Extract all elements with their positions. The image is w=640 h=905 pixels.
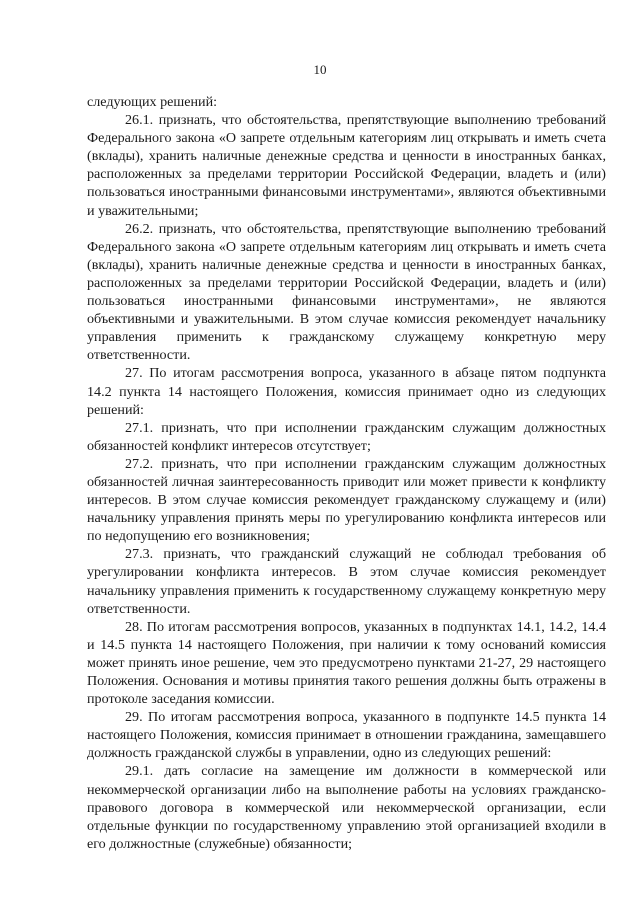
paragraph-29: 29. По итогам рассмотрения вопроса, указанного в подпункте 14.5 пункта 14 настоящего Положения, комиссия принимает в отношении гражданина, замещавшего должность гражданской службы в управлении, одно из следующих решений: [87,709,606,762]
paragraph-27-3: 27.3. признать, что гражданский служащий не соблюдал требования об урегулировании конфликта интересов. В этом случае комиссия рекомендует начальнику управления применить к государственному служащему конкретную меру ответственности. [87,546,606,617]
paragraph-26-2: 26.2. признать, что обстоятельства, препятствующие выполнению требований Федерального закона «О запрете отдельным категориям лиц открывать и иметь счета (вклады), хранить наличные денежные средства и ценности в иностранных банках, расположенных за пределами территории Российской Федерации, владеть и (или) пользоваться иностранными финансовыми инструментами», не являются объективными и уважительными. В этом случае комиссия рекомендует начальнику управления применить к гражданскому служащему конкретную меру ответственности. [87,220,606,364]
paragraph-29-1: 29.1. дать согласие на замещение им должности в коммерческой или некоммерческой организации либо на выполнение работы на условиях гражданско-правового договора в коммерческой или некоммерческой организации, если отдельные функции по государственному управлению этой организацией входили в его должностные (служебные) обязанности; [87,763,606,852]
paragraph-27-1: 27.1. признать, что при исполнении гражданским служащим должностных обязанностей конфликт интересов отсутствует; [87,419,606,454]
paragraph-28: 28. По итогам рассмотрения вопросов, указанных в подпунктах 14.1, 14.2, 14.4 и 14.5 пункта 14 настоящего Положения, при наличии к тому оснований комиссия может принять иное решение, чем это предусмотрено пунктами 21-27, 29 настоящего Положения. Основания и мотивы принятия такого решения должны быть отражены в протоколе заседания комиссии. [87,618,606,708]
document-body [87,93,606,853]
paragraph-27: 27. По итогам рассмотрения вопроса, указанного в абзаце пятом подпункта 14.2 пункта 14 настоящего Положения, комиссия принимает одно из следующих решений: [87,365,606,418]
paragraph-26-1: 26.1. признать, что обстоятельства, препятствующие выполнению требований Федерального закона «О запрете отдельным категориям лиц открывать и иметь счета (вклады), хранить наличные денежные средства и ценности в иностранных банках, расположенных за пределами территории Российской Федерации, владеть и (или) пользоваться иностранными финансовыми инструментами», являются объективными и уважительными; [87,112,606,219]
page-number: 10 [313,62,327,77]
paragraph-intro: следующих решений: [87,94,218,110]
paragraph-27-2: 27.2. признать, что при исполнении гражданским служащим должностных обязанностей личная заинтересованность приводит или может привести к конфликту интересов. В этом случае комиссия рекомендует гражданскому служащему и (или) начальнику управления принять меры по урегулированию конфликта интересов или по недопущению его возникновения; [87,455,606,545]
